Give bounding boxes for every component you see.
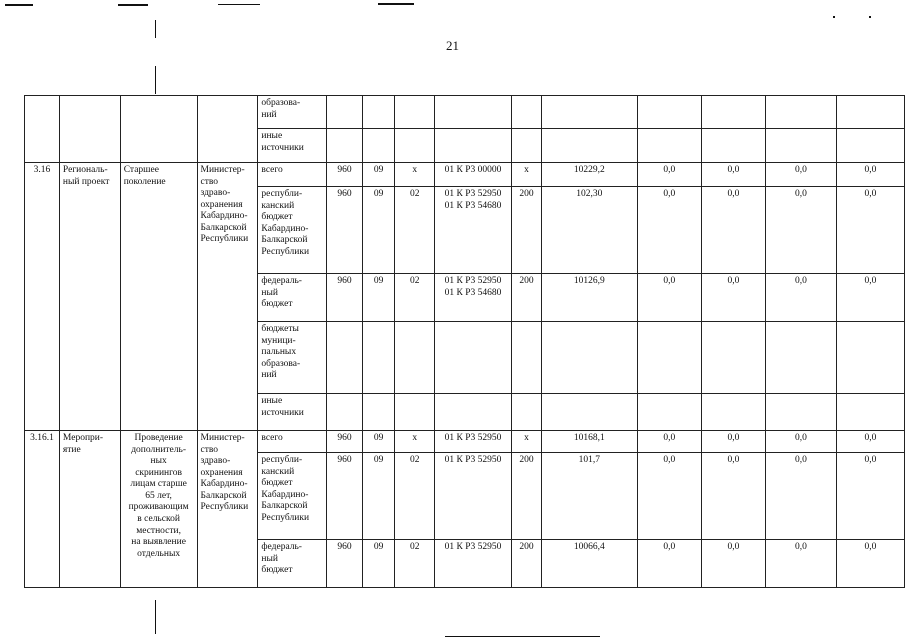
scan-mark [445, 636, 600, 637]
item-number-cell: 3.16.1 [25, 431, 60, 588]
value-cell: 0,0 [765, 163, 836, 187]
value-cell: 0,0 [765, 274, 836, 322]
page-number: 21 [446, 38, 459, 53]
value-cell: 0,0 [701, 274, 765, 322]
pr-cell: 02 [395, 187, 435, 274]
value-cell: 0,0 [765, 431, 836, 453]
grbs-cell: 960 [327, 187, 363, 274]
value-cell [701, 96, 765, 129]
rz-cell [362, 96, 395, 129]
csr-cell: 01 К Р3 52950 01 К Р3 54680 [435, 274, 512, 322]
scan-mark [155, 66, 156, 94]
vr-cell [512, 96, 542, 129]
grbs-cell: 960 [327, 453, 363, 540]
funding-source-cell: иные источники [258, 394, 327, 431]
value-cell: 0,0 [765, 540, 836, 588]
funding-source-cell: республи- канский бюджет Кабардино- Балкарской Республики [258, 453, 327, 540]
vr-cell: 200 [512, 540, 542, 588]
scan-mark [5, 4, 33, 6]
value-cell: 0,0 [836, 540, 904, 588]
rz-cell: 09 [362, 540, 395, 588]
vr-cell: 200 [512, 274, 542, 322]
rz-cell: 09 [362, 274, 395, 322]
csr-cell: 01 К Р3 52950 [435, 540, 512, 588]
value-cell: 0,0 [836, 187, 904, 274]
responsible-cell: Министер- ство здраво- охранения Кабардино- Балкарской Республики [197, 431, 258, 588]
value-cell [541, 96, 637, 129]
rz-cell: 09 [362, 163, 395, 187]
csr-cell: 01 К Р3 52950 01 К Р3 54680 [435, 187, 512, 274]
value-cell: 0,0 [637, 163, 701, 187]
value-cell: 10229,2 [541, 163, 637, 187]
value-cell: 0,0 [765, 187, 836, 274]
value-cell: 10168,1 [541, 431, 637, 453]
funding-source-cell: иные источники [258, 129, 327, 163]
value-cell: 0,0 [836, 453, 904, 540]
vr-cell: 200 [512, 453, 542, 540]
name-cell [120, 96, 197, 163]
scan-mark [155, 600, 156, 634]
table-row [25, 431, 905, 453]
status-cell: Меропри- ятие [59, 431, 120, 588]
grbs-cell [327, 96, 363, 129]
value-cell: 0,0 [701, 431, 765, 453]
scan-mark [218, 4, 260, 5]
budget-table [24, 95, 905, 588]
responsible-cell [197, 96, 258, 163]
responsible-cell: Министер- ство здраво- охранения Кабардино- Балкарской Республики [197, 163, 258, 431]
pr-cell: 02 [395, 453, 435, 540]
value-cell: 0,0 [701, 540, 765, 588]
vr-cell: х [512, 163, 542, 187]
name-cell: Старшее поколение [120, 163, 197, 431]
csr-cell [435, 96, 512, 129]
grbs-cell: 960 [327, 163, 363, 187]
scan-mark [378, 3, 414, 5]
csr-cell: 01 К Р3 00000 [435, 163, 512, 187]
funding-source-cell: образова- ний [258, 96, 327, 129]
funding-source-cell: всего [258, 431, 327, 453]
value-cell: 0,0 [701, 453, 765, 540]
scan-mark [869, 16, 871, 18]
value-cell: 0,0 [637, 540, 701, 588]
funding-source-cell: федераль- ный бюджет [258, 540, 327, 588]
rz-cell: 09 [362, 453, 395, 540]
scan-mark [118, 4, 148, 6]
value-cell: 101,7 [541, 453, 637, 540]
value-cell: 0,0 [637, 187, 701, 274]
funding-source-cell: всего [258, 163, 327, 187]
csr-cell: 01 К Р3 52950 [435, 431, 512, 453]
vr-cell: 200 [512, 187, 542, 274]
value-cell [765, 96, 836, 129]
value-cell: 102,30 [541, 187, 637, 274]
item-number-cell: 3.16 [25, 163, 60, 431]
pr-cell: 02 [395, 540, 435, 588]
table-row [25, 163, 905, 187]
funding-source-cell: федераль- ный бюджет [258, 274, 327, 322]
rz-cell: 09 [362, 431, 395, 453]
table-row [25, 96, 905, 129]
value-cell: 0,0 [637, 274, 701, 322]
value-cell: 0,0 [836, 431, 904, 453]
pr-cell: 02 [395, 274, 435, 322]
csr-cell: 01 К Р3 52950 [435, 453, 512, 540]
value-cell: 0,0 [701, 163, 765, 187]
item-number-cell [25, 96, 60, 163]
name-cell: Проведение дополнитель- ных скринингов лицам старше 65 лет, проживающим в сельской местности, на выявление отдельных [120, 431, 197, 588]
status-cell [59, 96, 120, 163]
scan-mark [155, 20, 156, 38]
vr-cell: х [512, 431, 542, 453]
rz-cell: 09 [362, 187, 395, 274]
value-cell: 10126,9 [541, 274, 637, 322]
value-cell: 10066,4 [541, 540, 637, 588]
scan-mark [833, 16, 835, 18]
grbs-cell: 960 [327, 540, 363, 588]
value-cell [637, 96, 701, 129]
value-cell: 0,0 [836, 163, 904, 187]
value-cell: 0,0 [637, 431, 701, 453]
pr-cell [395, 96, 435, 129]
grbs-cell: 960 [327, 431, 363, 453]
pr-cell: х [395, 163, 435, 187]
value-cell: 0,0 [765, 453, 836, 540]
funding-source-cell: республи- канский бюджет Кабардино- Балкарской Республики [258, 187, 327, 274]
grbs-cell: 960 [327, 274, 363, 322]
value-cell: 0,0 [637, 453, 701, 540]
pr-cell: х [395, 431, 435, 453]
value-cell [836, 96, 904, 129]
funding-source-cell: бюджеты муници- пальных образова- ний [258, 322, 327, 394]
status-cell: Региональ- ный проект [59, 163, 120, 431]
value-cell: 0,0 [836, 274, 904, 322]
value-cell: 0,0 [701, 187, 765, 274]
